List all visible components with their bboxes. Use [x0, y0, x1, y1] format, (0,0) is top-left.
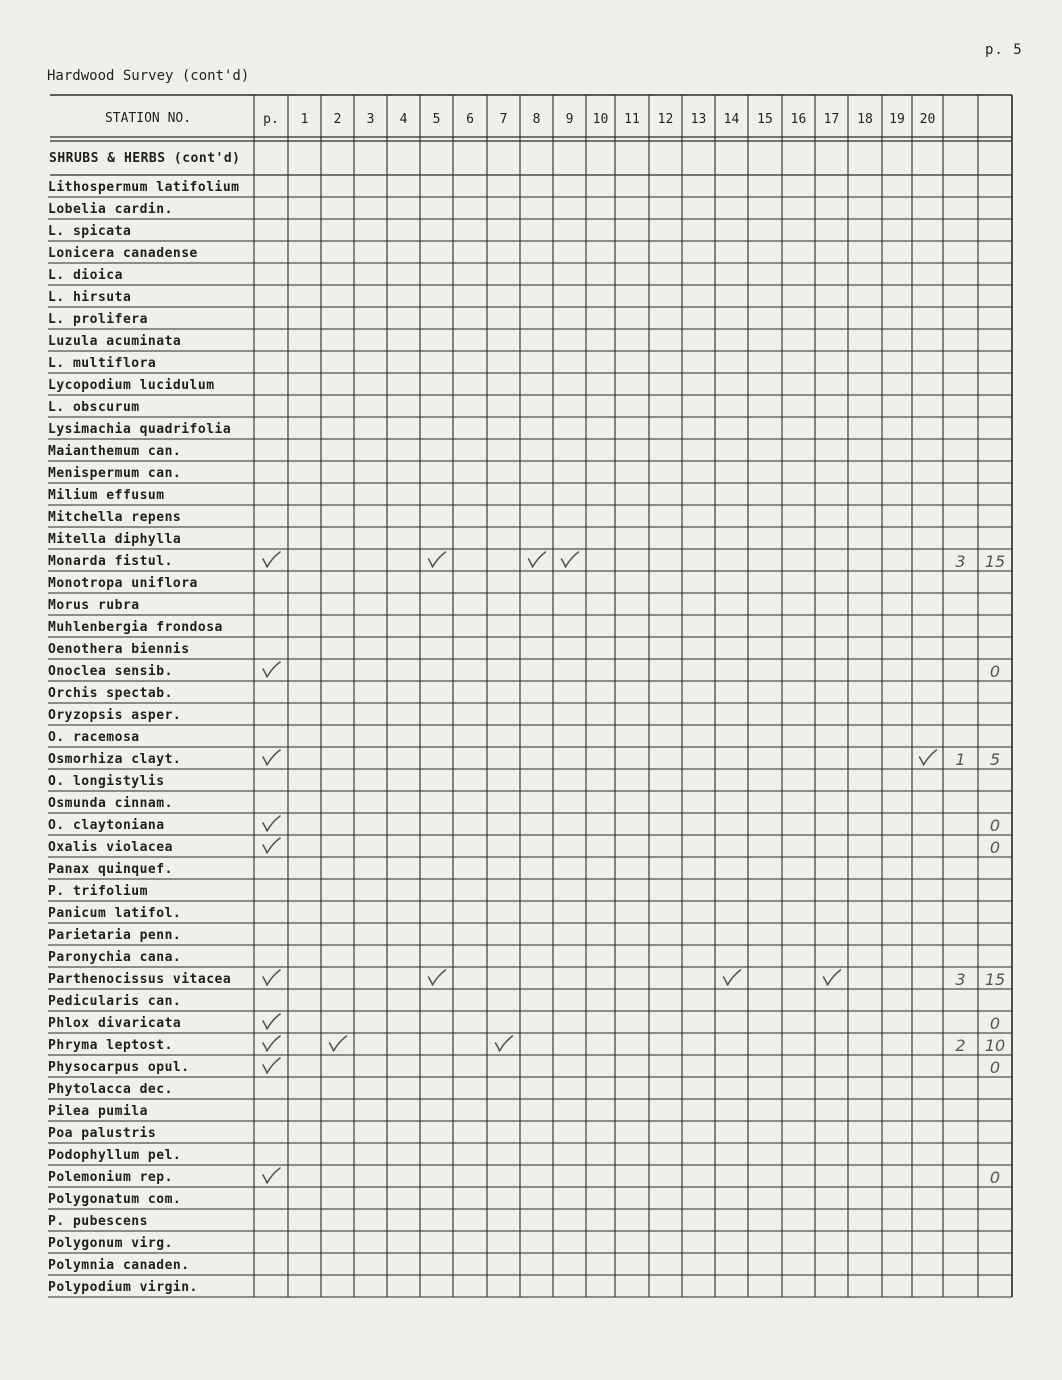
- species-name: Lonicera canadense: [48, 246, 198, 261]
- tally-count: 1: [955, 750, 966, 769]
- check-mark-icon: [330, 1036, 347, 1051]
- species-name: Phryma leptost.: [48, 1038, 173, 1053]
- check-mark-icon: [824, 970, 841, 985]
- species-name: Menispermum can.: [48, 466, 182, 481]
- tally-score: 5: [989, 750, 1001, 769]
- species-name: L. obscurum: [48, 400, 140, 415]
- species-name: Polygonatum com.: [48, 1192, 182, 1207]
- species-name: P. trifolium: [48, 884, 148, 899]
- tally-score: 15: [984, 970, 1006, 989]
- tally-score: 0: [989, 1058, 1001, 1077]
- check-mark-icon: [263, 662, 280, 677]
- check-mark-icon: [263, 970, 280, 985]
- tally-score: 10: [984, 1036, 1006, 1055]
- species-name: Parthenocissus vitacea: [48, 972, 232, 987]
- station-column-header: 17: [823, 112, 840, 127]
- station-column-header: 18: [857, 112, 873, 127]
- species-name: Polemonium rep.: [48, 1170, 173, 1185]
- check-mark-icon: [496, 1036, 513, 1051]
- species-name: Polygonum virg.: [48, 1236, 173, 1251]
- station-column-header: 6: [466, 112, 474, 127]
- check-mark-icon: [562, 552, 579, 567]
- species-name: Oxalis violacea: [48, 840, 173, 855]
- tally-score: 0: [989, 662, 1001, 681]
- check-mark-icon: [429, 552, 446, 567]
- tally-score: 0: [989, 838, 1001, 857]
- station-column-header: 3: [366, 112, 375, 127]
- species-name: O. racemosa: [48, 730, 140, 745]
- document-title: Hardwood Survey (cont'd): [47, 68, 250, 84]
- species-name: P. pubescens: [48, 1214, 148, 1229]
- station-column-header: 19: [889, 112, 905, 127]
- species-name: Morus rubra: [48, 598, 140, 613]
- species-name: Osmorhiza clayt.: [48, 752, 182, 767]
- species-name: Milium effusum: [48, 488, 165, 503]
- tally-score: 0: [989, 1168, 1001, 1187]
- station-column-header: 8: [532, 112, 541, 127]
- species-name: Osmunda cinnam.: [48, 796, 173, 811]
- species-name: Pedicularis can.: [48, 994, 182, 1009]
- species-name: Lithospermum latifolium: [48, 180, 240, 195]
- species-name: L. prolifera: [48, 312, 148, 327]
- station-column-header: 16: [790, 112, 807, 127]
- check-mark-icon: [263, 816, 280, 831]
- species-name: Mitchella repens: [48, 510, 182, 525]
- station-no-label: STATION NO.: [104, 111, 192, 126]
- check-mark-icon: [263, 1036, 280, 1051]
- check-mark-icon: [263, 552, 280, 567]
- species-name: O. claytoniana: [48, 818, 165, 833]
- species-name: Phlox divaricata: [48, 1016, 182, 1031]
- station-column-header: 15: [757, 112, 773, 127]
- species-name: Onoclea sensib.: [48, 664, 173, 679]
- station-column-header: 2: [333, 112, 342, 127]
- species-name: Lobelia cardin.: [48, 202, 173, 217]
- species-name: Muhlenbergia frondosa: [48, 620, 223, 635]
- species-name: Luzula acuminata: [48, 334, 182, 349]
- station-column-header: 13: [690, 112, 707, 127]
- tally-score: 15: [984, 552, 1006, 571]
- species-name: Maianthemum can.: [48, 444, 182, 459]
- species-name: Phytolacca dec.: [48, 1082, 173, 1097]
- species-name: Lycopodium lucidulum: [48, 378, 215, 393]
- species-name: Oryzopsis asper.: [48, 708, 182, 723]
- station-column-header: 14: [723, 112, 740, 127]
- tally-count: 3: [955, 552, 966, 571]
- species-name: Monarda fistul.: [48, 554, 173, 569]
- species-name: Pilea pumila: [48, 1104, 148, 1119]
- check-mark-icon: [263, 750, 280, 765]
- species-name: Orchis spectab.: [48, 686, 173, 701]
- check-mark-icon: [263, 1058, 280, 1073]
- station-column-header: 1: [300, 112, 309, 127]
- check-mark-icon: [263, 1014, 280, 1029]
- species-name: Parietaria penn.: [48, 928, 182, 943]
- species-name: L. dioica: [48, 268, 123, 283]
- tally-count: 2: [955, 1036, 966, 1055]
- check-mark-icon: [429, 970, 446, 985]
- tally-score: 0: [989, 1014, 1001, 1033]
- tally-score: 0: [989, 816, 1001, 835]
- station-column-header: 5: [432, 112, 441, 127]
- check-mark-icon: [263, 1168, 280, 1183]
- station-column-header: 4: [399, 112, 408, 127]
- species-name: Mitella diphylla: [48, 532, 182, 547]
- species-name: Physocarpus opul.: [48, 1060, 190, 1075]
- check-mark-icon: [920, 750, 937, 765]
- species-name: L. hirsuta: [48, 290, 132, 305]
- species-name: Lysimachia quadrifolia: [48, 422, 232, 437]
- check-mark-icon: [724, 970, 741, 985]
- species-name: Poa palustris: [48, 1126, 157, 1141]
- station-column-header: p.: [263, 112, 279, 127]
- species-name: Panax quinquef.: [48, 862, 173, 877]
- species-name: Polymnia canaden.: [48, 1258, 190, 1273]
- species-name: L. spicata: [48, 224, 132, 239]
- tally-count: 3: [955, 970, 966, 989]
- station-column-header: 9: [565, 112, 574, 127]
- station-column-header: 12: [657, 112, 674, 127]
- check-mark-icon: [529, 552, 546, 567]
- species-name: Paronychia cana.: [48, 950, 182, 965]
- species-name: Oenothera biennis: [48, 642, 190, 657]
- station-column-header: 20: [919, 112, 936, 127]
- species-name: Podophyllum pel.: [48, 1148, 182, 1163]
- species-name: O. longistylis: [48, 774, 165, 789]
- species-name: L. multiflora: [48, 356, 157, 371]
- station-column-header: 7: [499, 112, 508, 127]
- station-column-header: 11: [624, 112, 640, 127]
- species-name: Monotropa uniflora: [48, 576, 198, 591]
- check-mark-icon: [263, 838, 280, 853]
- species-name: Panicum latifol.: [48, 906, 182, 921]
- page-number: p. 5: [985, 42, 1023, 58]
- species-name: Polypodium virgin.: [48, 1280, 198, 1295]
- station-column-header: 10: [592, 112, 609, 127]
- section-label: SHRUBS & HERBS (cont'd): [49, 151, 241, 166]
